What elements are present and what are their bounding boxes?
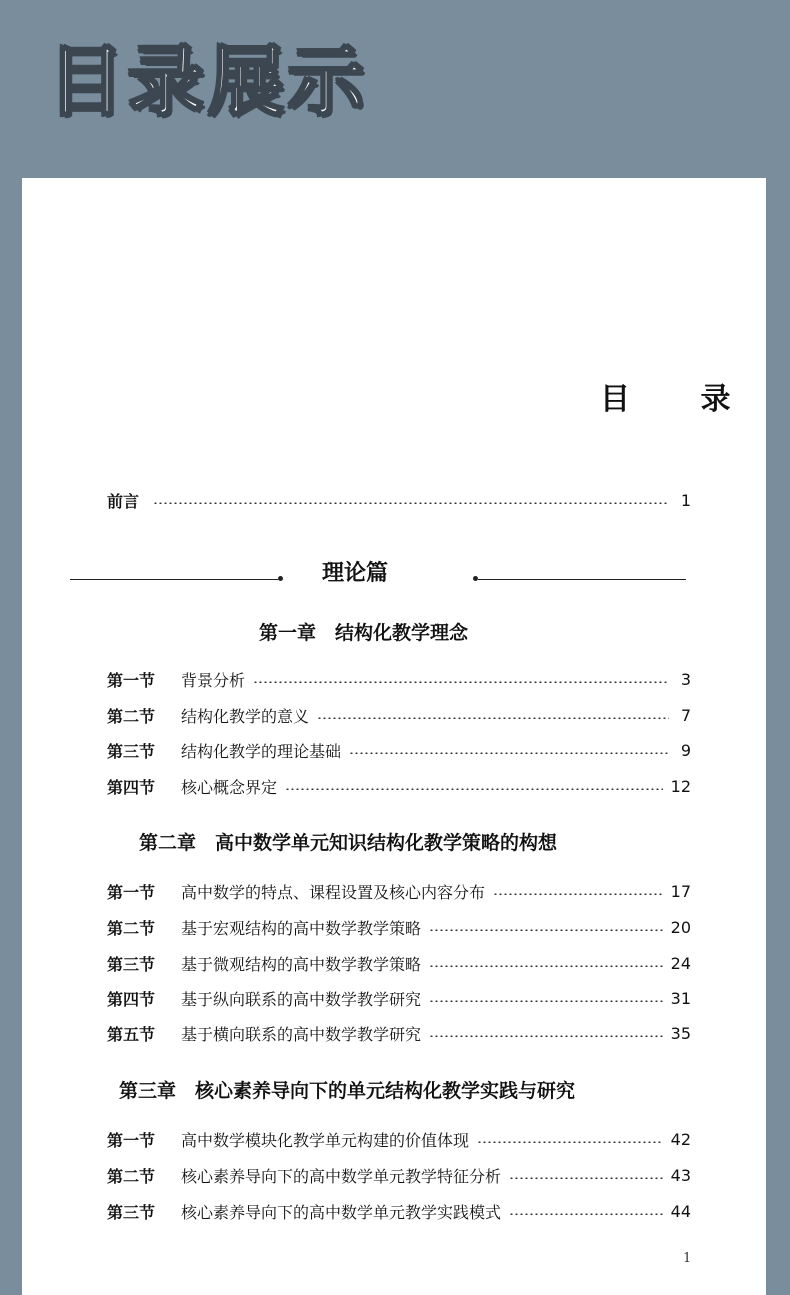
section-label: 第三节 (107, 741, 156, 761)
section-title: 核心素养导向下的高中数学单元教学实践模式 (181, 1202, 502, 1222)
section-title: 高中数学模块化教学单元构建的价值体现 (181, 1130, 470, 1150)
section-title: 核心概念界定 (181, 777, 278, 797)
section-title: 背景分析 (181, 670, 246, 690)
part-rule-left (70, 579, 278, 580)
toc-entry[interactable] (107, 985, 691, 1011)
section-title: 基于横向联系的高中数学教学研究 (181, 1024, 422, 1044)
leader-dots (429, 965, 663, 967)
leader-dots (253, 681, 669, 683)
leader-dots (153, 502, 669, 504)
folio-page-number: 1 (683, 1251, 692, 1266)
leader-dots (493, 893, 663, 895)
page-number: 44 (670, 1201, 691, 1221)
leader-dots (509, 1213, 663, 1215)
section-title: 基于宏观结构的高中数学教学策略 (181, 918, 422, 938)
leader-dots (317, 717, 669, 719)
section-label: 第四节 (107, 777, 156, 797)
toc-entry[interactable] (107, 950, 691, 976)
section-title: 核心素养导向下的高中数学单元教学特征分析 (181, 1166, 502, 1186)
section-label: 第四节 (107, 989, 156, 1009)
section-label: 第一节 (107, 1130, 156, 1150)
toc-entry[interactable] (107, 1198, 691, 1224)
section-label: 第二节 (107, 918, 156, 938)
chapter-heading-3: 第三章 核心素养导向下的单元结构化教学实践与研究 (119, 1080, 576, 1102)
toc-entry[interactable] (107, 1162, 691, 1188)
toc-entry[interactable] (107, 878, 691, 904)
leader-dots (429, 1035, 663, 1037)
part-heading: 理论篇 (322, 561, 389, 586)
toc-title: 目 录 (600, 382, 761, 417)
leader-dots (349, 752, 669, 754)
page-number: 24 (670, 953, 691, 973)
leader-dots (477, 1141, 663, 1143)
section-label: 第二节 (107, 1166, 156, 1186)
section-label: 第三节 (107, 954, 156, 974)
section-label: 第一节 (107, 670, 156, 690)
page-number: 43 (670, 1165, 691, 1185)
toc-entry[interactable] (107, 737, 691, 763)
part-rule-right (478, 579, 686, 580)
section-title: 基于微观结构的高中数学教学策略 (181, 954, 422, 974)
page-number: 7 (680, 705, 691, 725)
page-number: 12 (670, 776, 691, 796)
chapter-heading-1: 第一章 结构化教学理念 (259, 622, 469, 644)
page-number: 42 (670, 1129, 691, 1149)
leader-dots (429, 929, 663, 931)
preface-label: 前言 (107, 491, 140, 511)
leader-dots (429, 1000, 663, 1002)
banner-title: 目录展示 (48, 37, 368, 126)
page-number: 1 (680, 490, 691, 510)
chapter-heading-2: 第二章 高中数学单元知识结构化教学策略的构想 (139, 832, 558, 854)
toc-entry[interactable] (107, 1020, 691, 1046)
section-label: 第五节 (107, 1024, 156, 1044)
part-rule-dot-left (278, 576, 283, 581)
page-number: 17 (670, 881, 691, 901)
section-label: 第一节 (107, 882, 156, 902)
toc-entry-preface[interactable] (107, 487, 691, 513)
toc-entry[interactable] (107, 914, 691, 940)
section-label: 第二节 (107, 706, 156, 726)
page-number: 31 (670, 988, 691, 1008)
toc-entry[interactable] (107, 1126, 691, 1152)
section-title: 结构化教学的理论基础 (181, 741, 342, 761)
page-number: 9 (680, 740, 691, 760)
section-title: 高中数学的特点、课程设置及核心内容分布 (181, 882, 486, 902)
book-page (22, 178, 766, 1295)
leader-dots (285, 788, 663, 790)
section-title: 基于纵向联系的高中数学教学研究 (181, 989, 422, 1009)
toc-entry[interactable] (107, 666, 691, 692)
toc-entry[interactable] (107, 702, 691, 728)
leader-dots (509, 1177, 663, 1179)
page-number: 20 (670, 917, 691, 937)
section-label: 第三节 (107, 1202, 156, 1222)
page-number: 3 (680, 669, 691, 689)
page-number: 35 (670, 1023, 691, 1043)
toc-entry[interactable] (107, 773, 691, 799)
section-title: 结构化教学的意义 (181, 706, 310, 726)
